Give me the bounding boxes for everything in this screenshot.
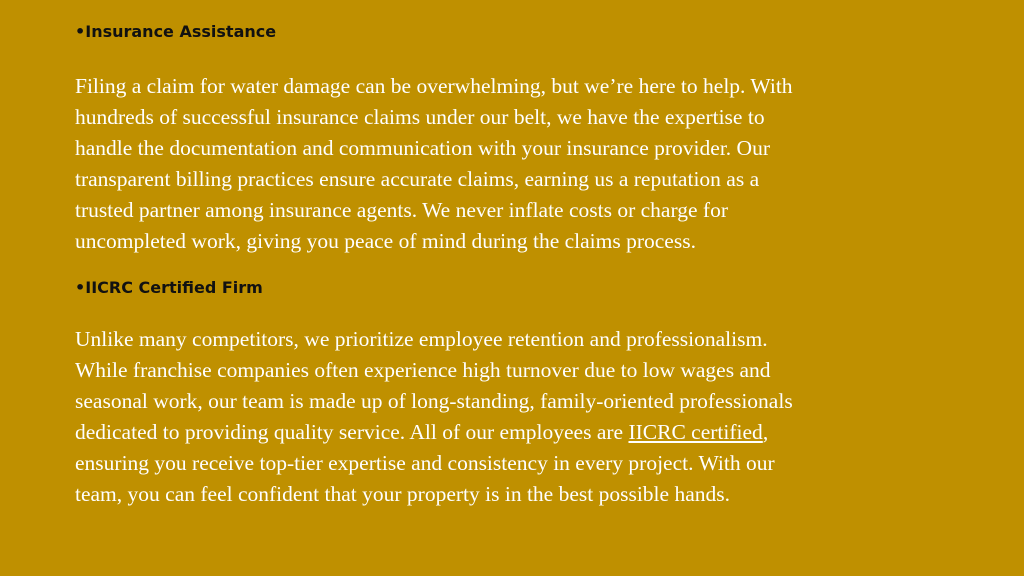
bullet-icon: • [75, 22, 86, 41]
paragraph-line: uncompleted work, giving you peace of mind during the claims process. [75, 229, 696, 253]
bullet-icon: • [75, 278, 86, 297]
paragraph-line: ensuring you receive top-tier expertise and consistency in every project. With our [75, 451, 775, 475]
section-heading-iicrc-certified-firm [75, 278, 263, 297]
heading-text: IICRC Certified Firm [85, 278, 263, 297]
paragraph-line: hundreds of successful insurance claims under our belt, we have the expertise to [75, 105, 765, 129]
paragraph-line: While franchise companies often experience high turnover due to low wages and [75, 358, 771, 382]
paragraph-line: team, you can feel confident that your property is in the best possible hands. [75, 482, 730, 506]
paragraph-line: handle the documentation and communication with your insurance provider. Our [75, 136, 770, 160]
iicrc-certified-link[interactable]: IICRC certified [628, 420, 763, 444]
section-heading-insurance-assistance [75, 22, 276, 41]
paragraph-line: Unlike many competitors, we prioritize employee retention and professionalism. [75, 327, 768, 351]
line-text: , [762, 420, 769, 444]
paragraph-line: trusted partner among insurance agents. We never inflate costs or charge for [75, 198, 728, 222]
line-text: dedicated to providing quality service. All of our employees are [75, 420, 629, 444]
paragraph-line: seasonal work, our team is made up of long-standing, family-oriented professionals [75, 389, 793, 413]
paragraph-line: transparent billing practices ensure accurate claims, earning us a reputation as a [75, 167, 760, 191]
heading-text: Insurance Assistance [85, 22, 277, 41]
paragraph-line: Filing a claim for water damage can be overwhelming, but we’re here to help. With [75, 74, 793, 98]
insurance-assistance-paragraph [75, 71, 945, 257]
iicrc-certified-paragraph [75, 324, 945, 510]
paragraph-line [75, 417, 945, 448]
